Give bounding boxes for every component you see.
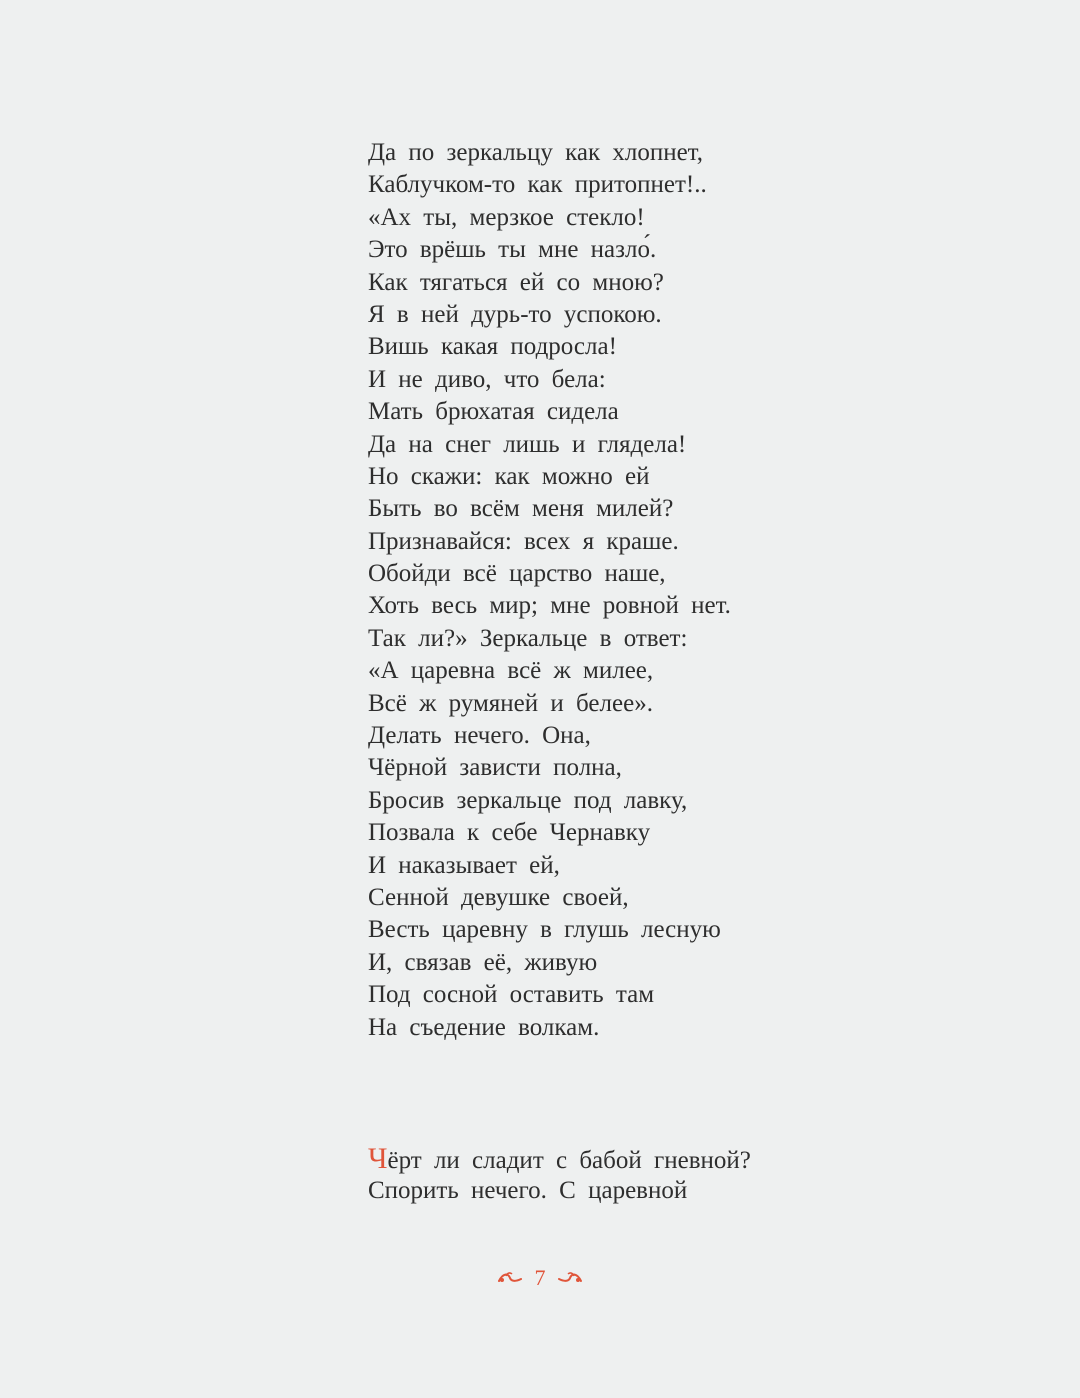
verse-line: Как тягаться ей со мною? <box>368 268 664 296</box>
left-ornament-icon <box>497 1271 523 1285</box>
verse-line: Это врёшь ты мне назло́. <box>368 236 657 264</box>
verse-line: Вишь какая подросла! <box>368 333 617 361</box>
verse-line: И не диво, что бела: <box>368 365 606 393</box>
verse-line: Мать брюхатая сидела <box>368 398 619 426</box>
verse-line: «А царевна всё ж милее, <box>368 657 654 685</box>
verse-line: Спорить нечего. С царевной <box>368 1177 688 1205</box>
verse-line: Каблучком-то как притопнет!.. <box>368 171 707 199</box>
verse-line: Быть во всём меня милей? <box>368 495 674 523</box>
drop-initial: Ч <box>368 1142 388 1175</box>
verse-line: Весть царевну в глушь лесную <box>368 916 721 944</box>
verse-line: Позвала к себе Чернавку <box>368 819 651 847</box>
verse-line: Обойди всё царство наше, <box>368 560 666 588</box>
verse-line-with-initial <box>368 1143 751 1175</box>
verse-line: И наказывает ей, <box>368 851 560 879</box>
verse-line: Сенной девушке своей, <box>368 883 629 911</box>
verse-line: Но скажи: как можно ей <box>368 462 650 490</box>
verse-line: Да по зеркальцу как хлопнет, <box>368 139 703 166</box>
poem-stanza-2 <box>368 1143 751 1208</box>
verse-line: Так ли?» Зеркальце в ответ: <box>368 624 688 652</box>
verse-line: Чёрной зависти полна, <box>368 754 622 782</box>
verse-line: Делать нечего. Она, <box>368 722 591 750</box>
verse-line: И, связав её, живую <box>368 948 598 976</box>
verse-line: Бросив зеркальце под лавку, <box>368 786 688 814</box>
verse-line: «Ах ты, мерзкое стекло! <box>368 203 645 231</box>
page-folio <box>0 1262 1080 1292</box>
verse-line-rest: ёрт ли сладит с бабой гневной? <box>387 1147 751 1174</box>
verse-line: На съедение волкам. <box>368 1013 600 1041</box>
verse-line: Я в ней дурь-то успокою. <box>368 300 662 328</box>
page-number: 7 <box>534 1264 546 1290</box>
verse-line: Всё ж румяней и белее». <box>368 689 653 717</box>
verse-line: Под сосной оставить там <box>368 981 655 1009</box>
verse-line: Хоть весь мир; мне ровной нет. <box>368 592 731 620</box>
poem-stanza-1 <box>368 137 731 1044</box>
verse-line: Да на снег лишь и глядела! <box>368 430 687 458</box>
verse-line: Признавайся: всех я краше. <box>368 527 679 555</box>
right-ornament-icon <box>557 1271 583 1285</box>
